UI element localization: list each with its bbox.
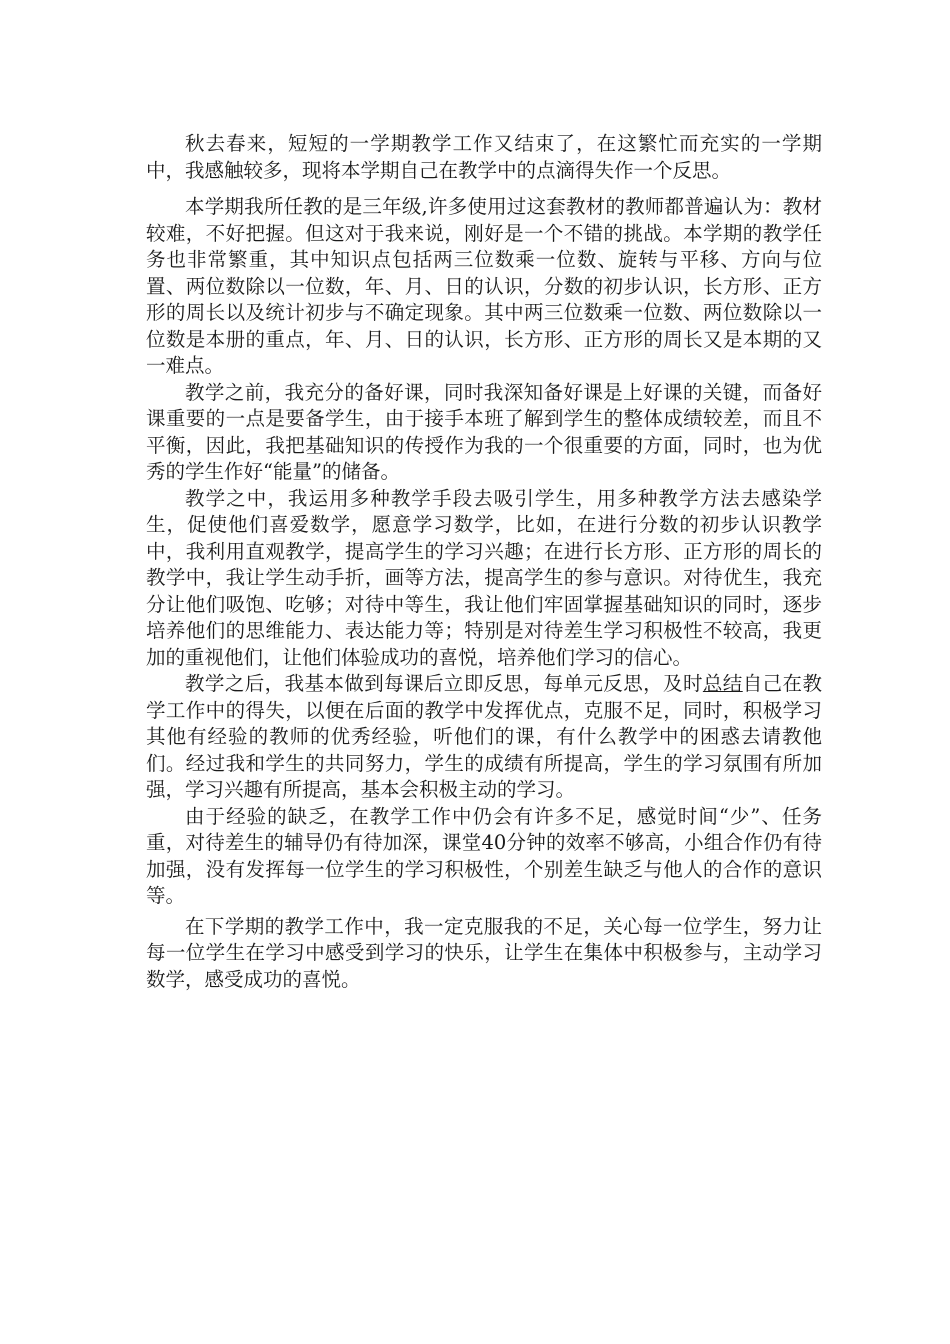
paragraph-after-teaching [146, 671, 822, 804]
paragraph-before-teaching: 教学之前，我充分的备好课，同时我深知备好课是上好课的关键，而备好课重要的一点是要备学生，由于接手本班了解到学生的整体成绩较差，而且不平衡，因此，我把基础知识的传授作为我的一个很重要的方面，同时，也为优秀的学生作好“能量”的储备。 [146, 380, 822, 483]
paragraph-textbook: 本学期我所任教的是三年级,许多使用过这套教材的教师都普遍认为：教材较难，不好把握。但这对于我来说，刚好是一个不错的挑战。本学期的教学任务也非常繁重，其中知识点包括两三位数乘一位数、旋转与平移、方向与位置、两位数除以一位数，年、月、日的认识，分数的初步认识，长方形、正方形的周长以及统计初步与不确定现象。其中两三位数乘一位数、两位数除以一位数是本册的重点，年、月、日的认识，长方形、正方形的周长又是本期的又一难点。 [146, 195, 822, 377]
paragraph-shortcomings: 由于经验的缺乏，在教学工作中仍会有许多不足，感觉时间“少”、任务重，对待差生的辅导仍有待加深，课堂40分钟的效率不够高，小组合作仍有待加强，没有发挥每一位学生的学习积极性，个别差生缺乏与他人的合作的意识等。 [146, 804, 822, 907]
paragraph-intro: 秋去春来，短短的一学期教学工作又结束了，在这繁忙而充实的一学期中，我感触较多，现将本学期自己在教学中的点滴得失作一个反思。 [146, 132, 822, 182]
summary-link[interactable]: 总结 [702, 672, 743, 695]
document-body [146, 131, 822, 993]
paragraph-after-teaching-end: 自己在教学工作中的得失，以便在后面的教学中发挥优点，克服不足，同时，积极学习其他有经验的教师的优秀经验，听他们的课，有什么教学中的困惑去请教他们。经过我和学生的共同努力，学生的成绩有所提高，学生的学习氛围有所加强，学习兴趣有所提高，基本会积极主动的学习。 [146, 672, 822, 801]
paragraph-after-teaching-start: 教学之后，我基本做到每课后立即反思，每单元反思，及时 [185, 672, 703, 695]
paragraph-during-teaching: 教学之中，我运用多种教学手段去吸引学生，用多种教学方法去感染学生，促使他们喜爱数学，愿意学习数学，比如，在进行分数的初步认识教学中，我利用直观教学，提高学生的学习兴趣；在进行长方形、正方形的周长的教学中，我让学生动手折，画等方法，提高学生的参与意识。对待优生，我充分让他们吸饱、吃够；对待中等生，我让他们牢固掌握基础知识的同时，逐步培养他们的思维能力、表达能力等；特别是对待差生学习积极性不较高，我更加的重视他们，让他们体验成功的喜悦，培养他们学习的信心。 [146, 486, 822, 669]
paragraph-next-term: 在下学期的教学工作中，我一定克服我的不足，关心每一位学生，努力让每一位学生在学习中感受到学习的快乐，让学生在集体中积极参与，主动学习数学，感受成功的喜悦。 [146, 914, 822, 991]
